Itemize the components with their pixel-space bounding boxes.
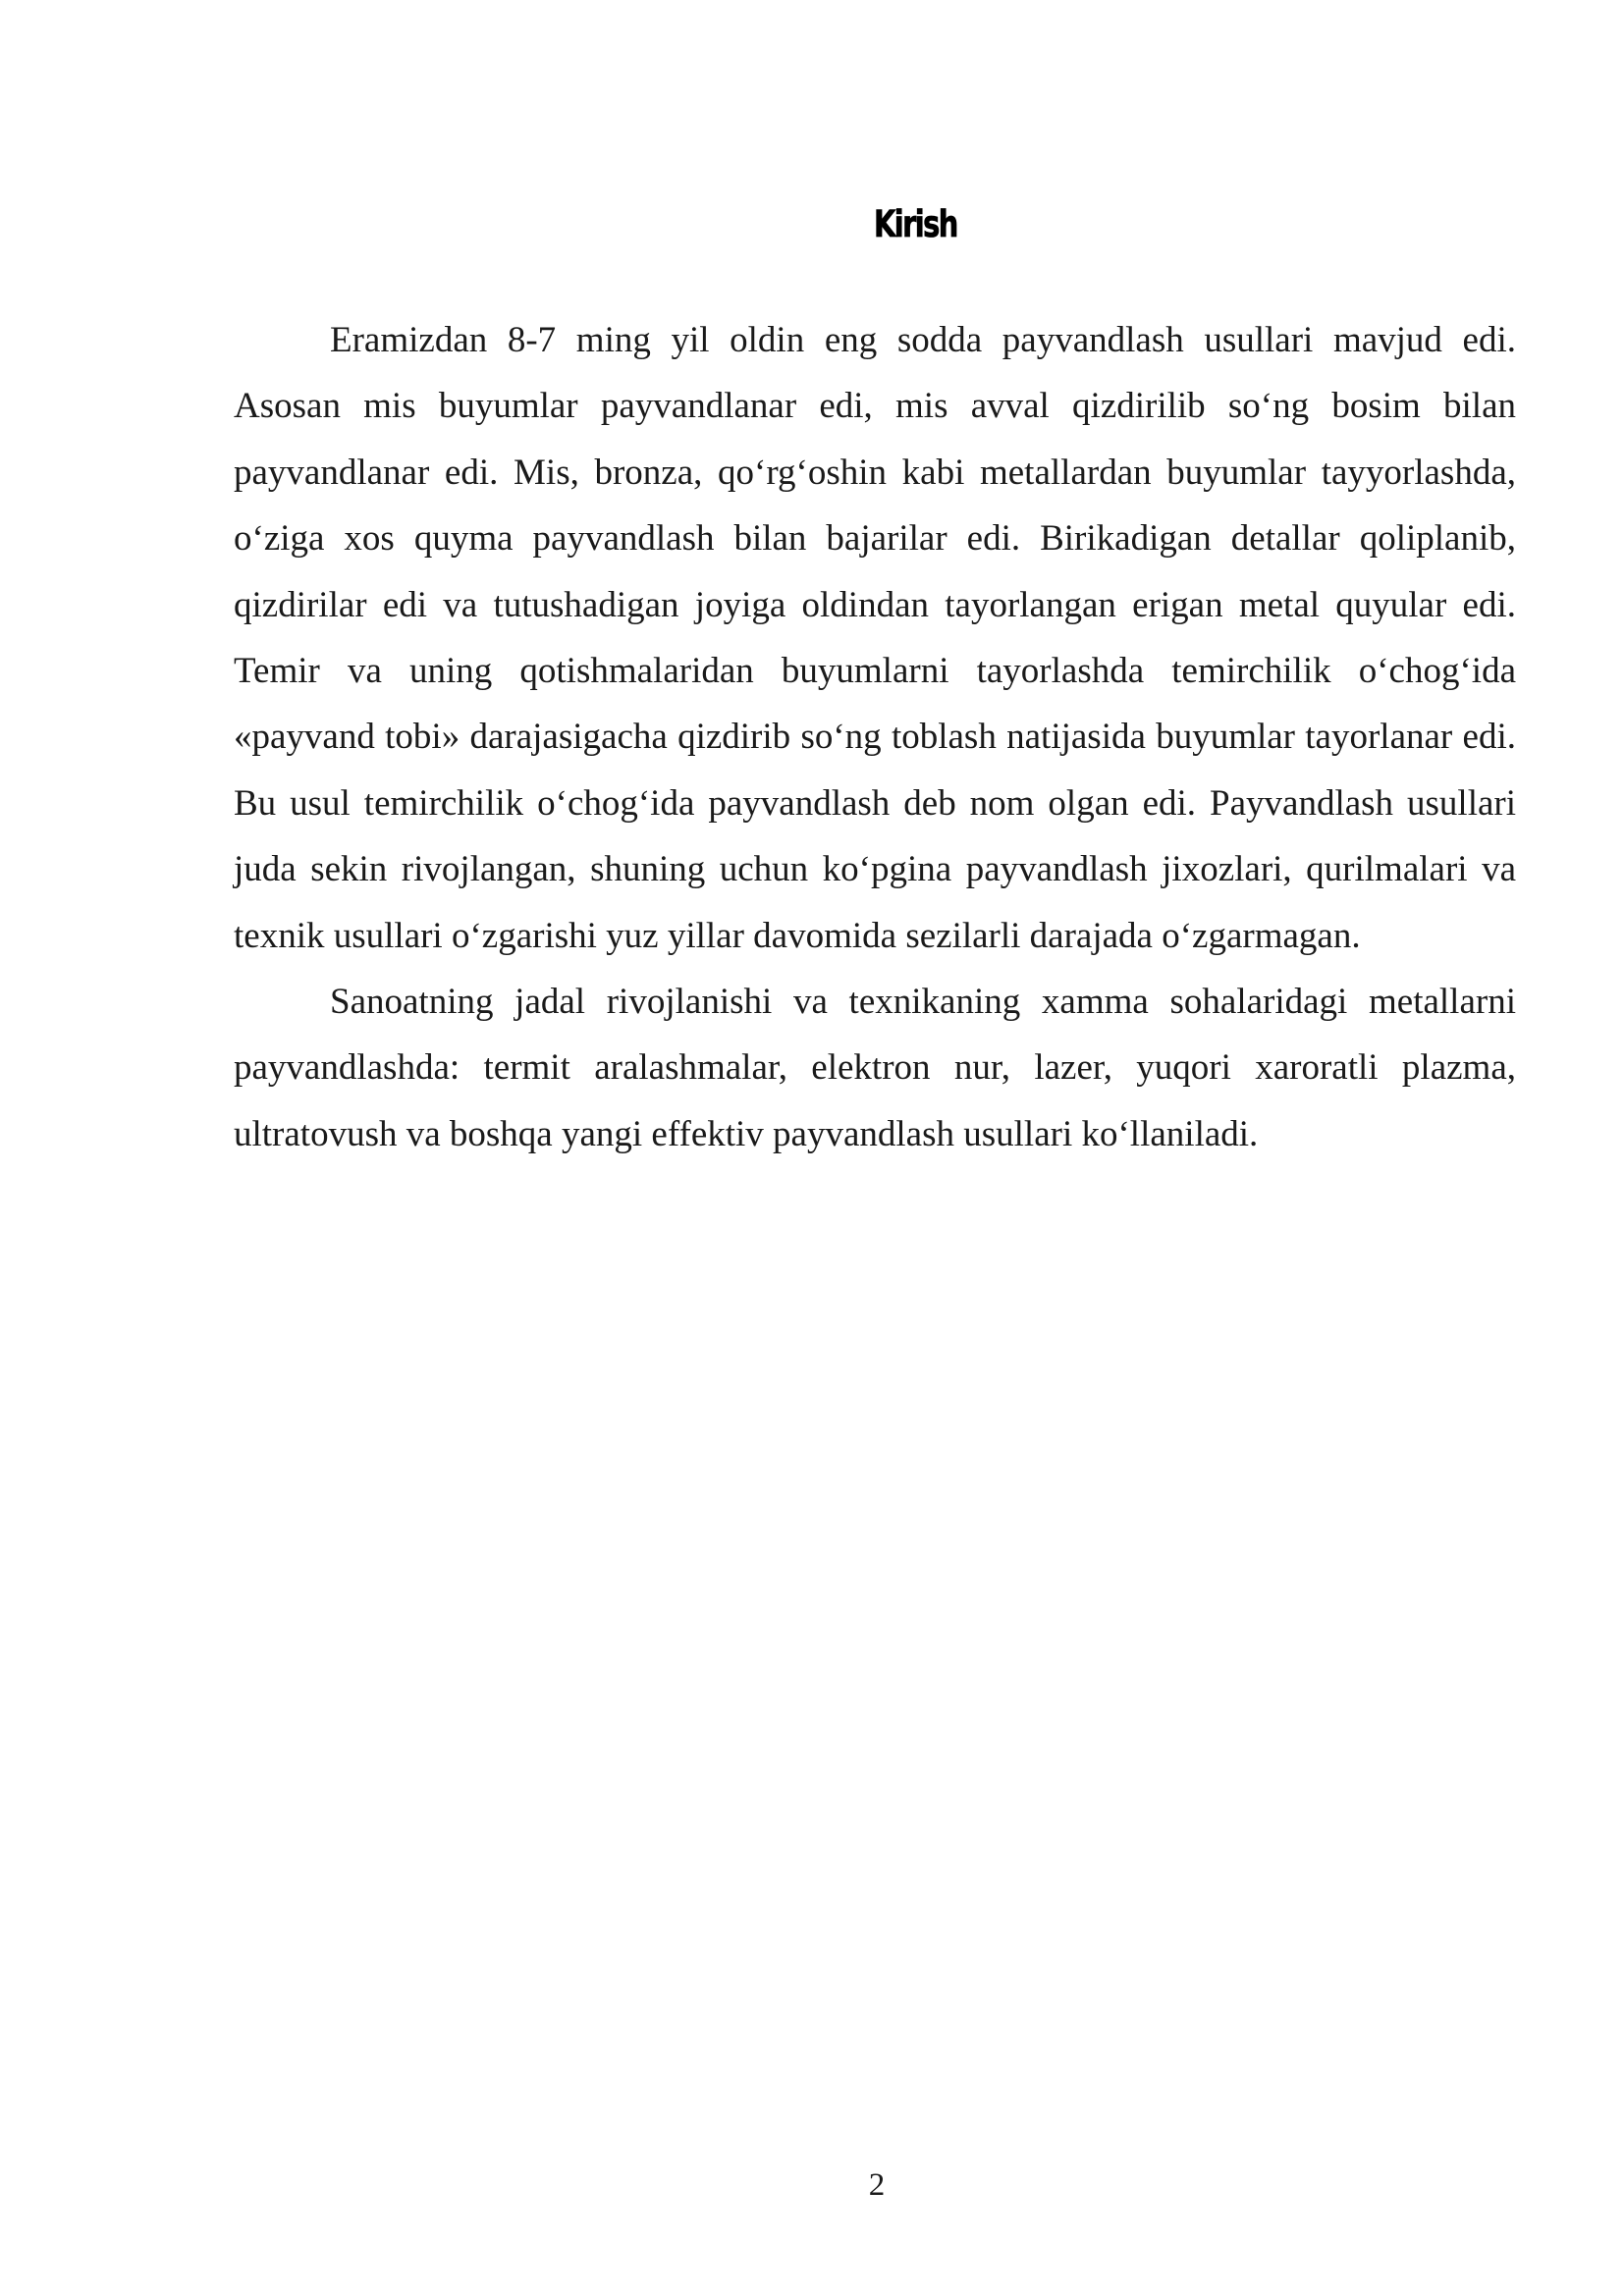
page-number: 2 [868, 2167, 886, 2203]
paragraph-1: Eramizdan 8-7 ming yil oldin eng sodda payvandlash usullari mavjud edi. Asosan mis buyumlar payvandlanar edi, mis avval qizdirilib so‘ng bosim bilan payvandlanar edi. Mis, bronza, qo‘rg‘oshin kabi metallardan buyumlar tayyorlashda, o‘ziga xos quyma payvandlash bilan bajarilar edi. Birikadigan detallar qoliplanib, qizdirilar edi va tutushadigan joyiga oldindan tayorlangan erigan metal quyular edi. Temir va uning qotishmalaridan buyumlarni tayorlashda temirchilik o‘chog‘ida «payvand tobi» darajasigacha qizdirib so‘ng toblash natijasida buyumlar tayorlanar edi. Bu usul temirchilik o‘chog‘ida payvandlash deb nom olgan edi. Payvandlash usullari juda sekin rivojlangan, shuning uchun ko‘pgina payvandlash jixozlari, qurilmalari va texnik usullari o‘zgarishi yuz yillar davomida sezilarli darajada o‘zgarmagan. [234, 320, 1516, 956]
paragraph-2: Sanoatning jadal rivojlanishi va texnikaning xamma sohalaridagi metallarni payvandlashda: termit aralashmalar, elektron nur, lazer, yuqori xaroratli plazma, ultratovush va boshqa yangi effektiv payvandlash usullari ko‘llaniladi. [234, 982, 1516, 1154]
page-title: Kirish [874, 203, 957, 245]
body-text [234, 307, 1516, 1167]
